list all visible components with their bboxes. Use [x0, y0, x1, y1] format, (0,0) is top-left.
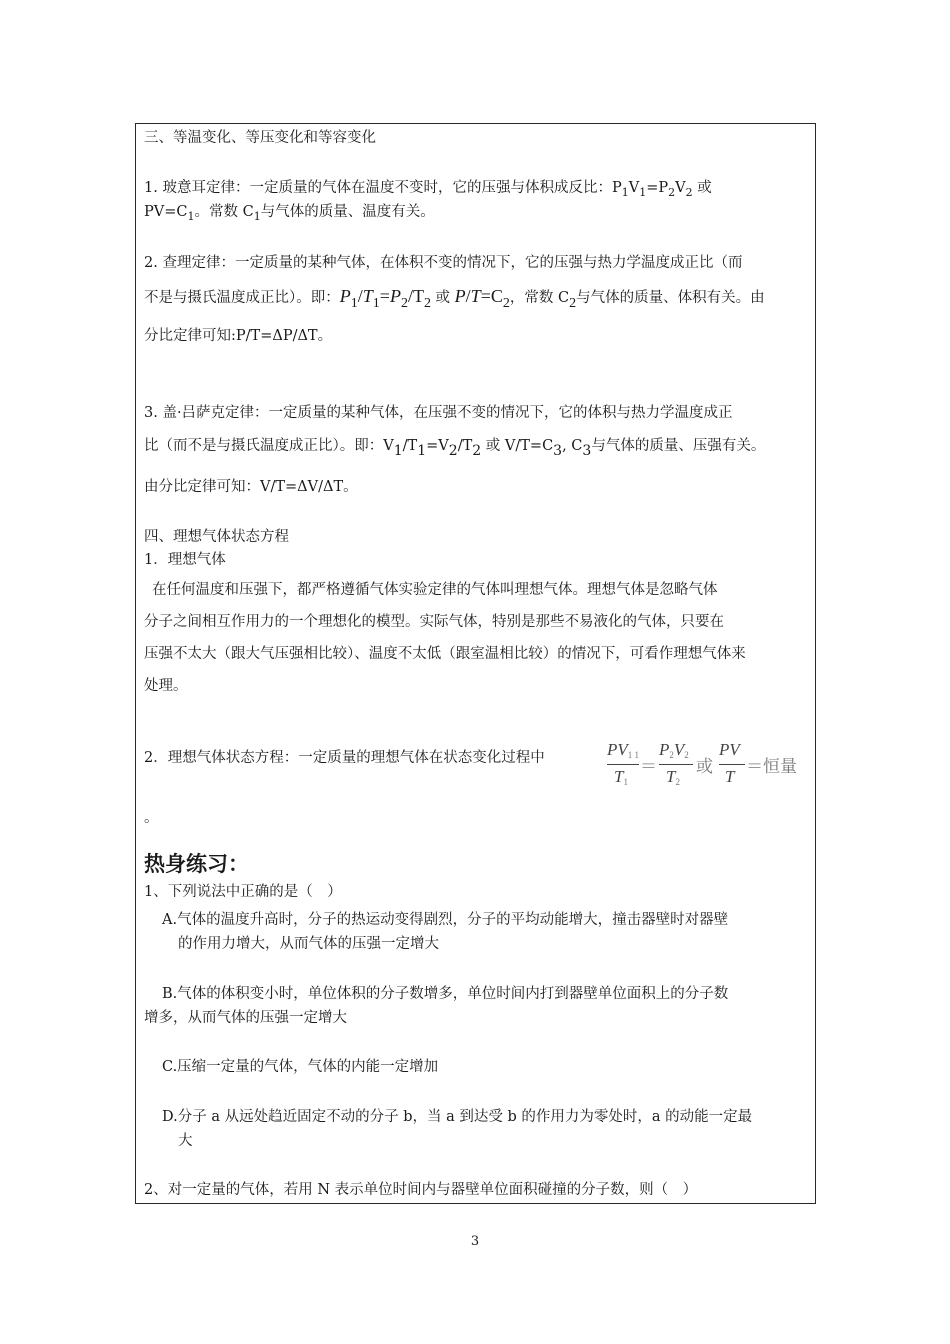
charles-law-line3: 分比定律可知:P/T=ΔP/ΔT。 — [144, 328, 333, 344]
ideal-gas-para-line1: 在任何温度和压强下，都严格遵循气体实验定律的气体叫理想气体。理想气体是忽略气体 — [152, 582, 718, 598]
equals-sign: ＝ — [640, 757, 657, 777]
ideal-gas-para-line3: 压强不太大（跟大气压强相比较）、温度不太低（跟室温相比较）的情况下，可看作理想气体来 — [144, 646, 746, 662]
charles-law-line2: 不是与摄氏温度成正比）。即：P1/T1=P2/T2 或 P/T=C2，常数 C2与气体的质量、体积有关。由 — [144, 286, 765, 311]
ideal-gas-equation-label: 2．理想气体状态方程：一定质量的理想气体在状态变化过程中 — [144, 750, 545, 766]
q1-option-d-line1: D.分子 a 从远处趋近固定不动的分子 b，当 a 到达受 b 的作用力为零处时，a 的动能一定最 — [162, 1109, 753, 1125]
warmup-heading: 热身练习： — [144, 852, 249, 876]
ideal-gas-para-line2: 分子之间相互作用力的一个理想化的模型。实际气体，特别是那些不易液化的气体，只要在 — [144, 614, 724, 630]
q1-option-d-line2: 大 — [178, 1133, 193, 1149]
question1: 1、下列说法中正确的是（ ） — [144, 884, 342, 900]
gay-lussac-law-line3: 由分比定律可知：V/T=ΔV/ΔT。 — [144, 479, 358, 495]
q1-option-b-line1: B.气体的体积变小时，单位体积的分子数增多，单位时间内打到器壁单位面积上的分子数 — [162, 986, 729, 1002]
equation-trailing-period: 。 — [144, 810, 159, 826]
ideal-gas-para-line4: 处理。 — [144, 678, 188, 694]
page-number: 3 — [470, 1234, 480, 1249]
boyle-law-line2: $PV=C_1$。常数 $C_1$与气体的质量、温度有关。 — [144, 204, 435, 223]
q1-option-a-line1: A.气体的温度升高时，分子的热运动变得剧烈，分子的平均动能增大，撞击器壁时对器壁 — [162, 912, 729, 928]
q1-option-c: C.压缩一定量的气体，气体的内能一定增加 — [162, 1059, 439, 1075]
gay-lussac-law-line2: 比（而不是与摄氏温度成正比）。即：V1/T1=V2/T2 或 V/T=C3, C3与气体的质量、压强有关。 — [144, 438, 766, 459]
equation-or: 或 — [696, 757, 713, 777]
q1-option-a-line2: 的作用力增大，从而气体的压强一定增大 — [178, 936, 439, 952]
question2: 2、对一定量的气体，若用 N 表示单位时间内与器壁单位面积碰撞的分子数，则（ ） — [144, 1182, 698, 1198]
q1-option-b-line2: 增多，从而气体的压强一定增大 — [144, 1010, 347, 1026]
charles-law-line1: 2. 查理定律：一定质量的某种气体，在体积不变的情况下，它的压强与热力学温度成正比（而 — [144, 255, 743, 271]
gay-lussac-law-line1: 3. 盖·吕萨克定律：一定质量的某种气体，在压强不变的情况下，它的体积与热力学温度成正 — [144, 405, 733, 421]
section3-title: 三、等温变化、等压变化和等容变化 — [144, 130, 376, 146]
section4-title: 四、理想气体状态方程 — [144, 529, 289, 545]
boyle-law-line1: 1. 玻意耳定律：一定质量的气体在温度不变时，它的压强与体积成反比：$P_1V_1=P_2V_2$ 或 — [144, 180, 712, 199]
equation-constant: ＝恒量 — [746, 757, 797, 777]
ideal-gas-item1: 1．理想气体 — [144, 552, 226, 568]
